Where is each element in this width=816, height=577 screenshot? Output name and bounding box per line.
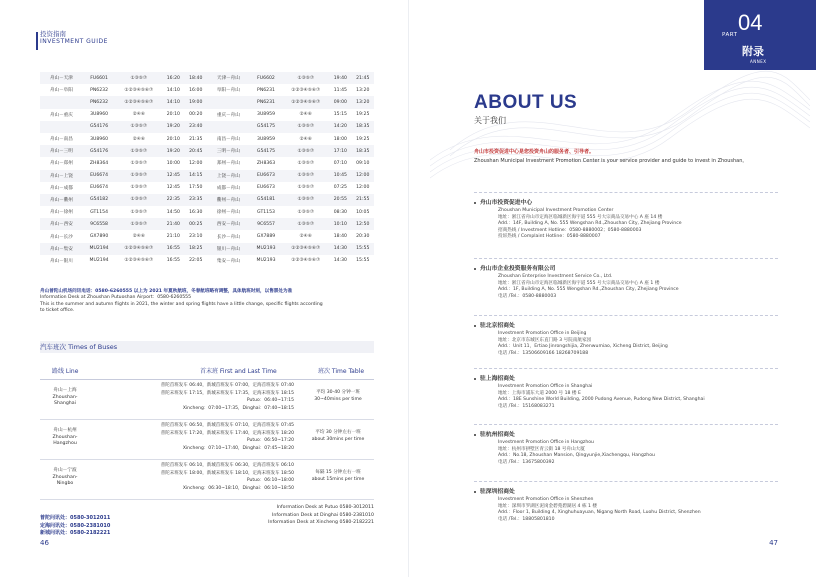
flight-cell: 08:30 bbox=[333, 209, 347, 215]
flight-cell: 舟山－集安 bbox=[40, 243, 83, 255]
flight-cell: 20:45 bbox=[185, 145, 207, 157]
flight-cell: PN6232 bbox=[83, 96, 116, 108]
org-line: Zhoushan Municipal Investment Promotion Center bbox=[498, 208, 614, 213]
flight-cell: 21:40 bbox=[162, 218, 184, 230]
flight-cell: EU6673 bbox=[257, 185, 275, 191]
flight-cell: ①③⑤⑦ bbox=[282, 170, 329, 182]
flight-cell: 12:00 bbox=[356, 185, 370, 191]
org-line: 地址：上海市浦东大道 2000 号 18 楼 E bbox=[498, 390, 581, 396]
info-desk-en: Information Desk at Putuo 0580-3012011 bbox=[276, 505, 374, 510]
bus-frequency: 平均 30 分钟左右一班 about 30mins per time bbox=[311, 430, 365, 442]
note-cn: 舟山普陀山机场问讯电话：0580-6260555 以上为 2021 年夏秋航班，冬春航班略有调整，具体航班时刻，以售票处为准 bbox=[40, 289, 293, 294]
info-desk-cn: 定海问讯处：0580-2381010 bbox=[40, 522, 111, 529]
flight-cell: 21:45 bbox=[352, 72, 374, 84]
flight-cell: ZH8363 bbox=[256, 160, 276, 166]
flight-cell: PN6231 bbox=[250, 96, 283, 108]
org-name: 驻深圳招商处 bbox=[474, 488, 778, 497]
flight-cell: ②④⑥ bbox=[299, 112, 312, 118]
flight-cell: 舟山－徐州 bbox=[49, 210, 73, 216]
flight-cell: 14:10 bbox=[166, 87, 180, 93]
flight-row bbox=[40, 157, 374, 169]
flight-cell: 9C6558 bbox=[83, 218, 116, 230]
bus-header-times: 首末班 First and Last Time bbox=[200, 368, 277, 375]
flight-cell: 15:15 bbox=[333, 112, 347, 118]
note-en-1: Information Desk at Zhoushan Putuoshan Airport：0580-6260555 bbox=[40, 295, 192, 300]
flight-cell: ①③⑤⑦ bbox=[115, 121, 162, 133]
flight-cell: ①②③④⑤⑥⑦ bbox=[115, 243, 162, 255]
about-title-cn: 关于我们 bbox=[474, 116, 506, 125]
org-line: 地址：北京市东城区东直门路 3 号院南航家园 bbox=[498, 337, 592, 343]
flight-cell: MU2194 bbox=[83, 243, 116, 255]
guide-accent-bar bbox=[36, 32, 38, 50]
flight-cell: G54176 bbox=[83, 121, 116, 133]
flight-cell: 舟山－成都 bbox=[49, 185, 73, 191]
flight-cell: 09:00 bbox=[329, 96, 351, 108]
flight-cell: 12:45 bbox=[166, 185, 180, 191]
right-page bbox=[408, 0, 816, 577]
flight-cell: ①③⑤⑦ bbox=[130, 185, 147, 191]
flight-cell: 14:15 bbox=[185, 170, 207, 182]
org-line: Add.：1F, Building A, No. 555 Wengshan Rd.,Zhoushan City, Zhejiang Province bbox=[498, 287, 679, 292]
flight-cell: ②④⑥ bbox=[132, 112, 145, 118]
org-line: Add.：18E Sunshine World Building, 2000 Pudong Avenue, Pudong New District, Shanghai bbox=[498, 397, 705, 402]
flight-cell: ①②③④⑤⑥⑦ bbox=[124, 87, 154, 93]
flight-cell: 00:25 bbox=[185, 218, 207, 230]
org-line: 地址：浙江省舟山市定海区临城新区海宇道 555 号大宗商品交易中心 A 座 1 楼 bbox=[498, 280, 660, 286]
flight-cell: 19:25 bbox=[356, 112, 370, 118]
guide-title-cn: 投资指南 bbox=[40, 30, 66, 38]
org-line: Add.：Floor 1, Building 4, Xinghuhuayuan, Nigang North Road, Luohu District, Shenzhen bbox=[498, 510, 701, 515]
flight-table bbox=[40, 72, 374, 267]
flight-cell: ①③⑤⑦ bbox=[115, 218, 162, 230]
bus-route: 舟山－上海 Zhoushan- Shanghai bbox=[52, 388, 78, 406]
flight-cell: ①③⑤⑦ bbox=[282, 121, 329, 133]
bus-table-header bbox=[40, 365, 374, 380]
flight-cell: 3U8960 bbox=[90, 112, 109, 118]
flight-cell: 10:10 bbox=[329, 218, 351, 230]
flight-cell: 13:20 bbox=[356, 87, 370, 93]
flight-cell: ①③⑤⑦ bbox=[282, 194, 329, 206]
flight-cell: 舟山－衢州 bbox=[40, 194, 83, 206]
guide-title-en: INVESTMENT GUIDE bbox=[40, 38, 108, 45]
flight-cell: 15:55 bbox=[356, 258, 370, 264]
bus-times: 普陀首班发车 06:50，新城首班发车 07:10，定海首班发车 07:45 普陀末班发车 17:20，新城末班发车 17:40，定海末班发车 18:20 Putuo：06:50~17:20 Xincheng：07:10~17:40，Dinghai：07:45~18:20 bbox=[160, 423, 294, 451]
flight-note bbox=[40, 288, 370, 315]
flight-cell: 舟山－银川 bbox=[49, 258, 73, 264]
org-name: 驻杭州招商处 bbox=[474, 431, 778, 440]
flight-cell: 12:00 bbox=[189, 160, 203, 166]
about-title: ABOUT US bbox=[474, 92, 578, 113]
page-number-left: 46 bbox=[40, 539, 49, 547]
flight-cell: 18:35 bbox=[352, 121, 374, 133]
tab-number: 04 bbox=[738, 10, 763, 35]
flight-cell: 18:40 bbox=[333, 234, 347, 240]
flight-row bbox=[40, 243, 374, 255]
flight-cell: MU2193 bbox=[256, 258, 276, 264]
flight-cell: 舟山－三明 bbox=[40, 145, 83, 157]
flight-cell: ②④⑥ bbox=[299, 136, 312, 142]
flight-cell: 14:10 bbox=[162, 96, 184, 108]
org-block bbox=[474, 315, 778, 357]
org-line: 电话 /Tel.：15168083271 bbox=[498, 403, 555, 409]
flight-row bbox=[40, 182, 374, 194]
flight-cell: 15:55 bbox=[352, 243, 374, 255]
flight-cell: 徐州－舟山 bbox=[216, 210, 240, 216]
flight-cell: ①②③④⑤⑥⑦ bbox=[124, 258, 154, 264]
bus-times: 普陀首班发车 06:40，新城首班发车 07:00，定海首班发车 07:40 普陀末班发车 17:15，新城末班发车 17:35，定海末班发车 18:15 Putuo：06:40~17:15 Xincheng：07:00~17:35，Dinghai：07:40~18:15 bbox=[160, 383, 294, 411]
org-block bbox=[474, 368, 778, 410]
flight-cell: ①②③④⑤⑥⑦ bbox=[291, 87, 321, 93]
flight-cell: 10:45 bbox=[329, 170, 351, 182]
org-line: Investment Promotion Office in Hangzhou bbox=[498, 440, 594, 445]
flight-cell: 19:20 bbox=[162, 121, 184, 133]
flight-cell: 19:40 bbox=[329, 72, 351, 84]
flight-row bbox=[40, 96, 374, 108]
info-desk-en: Information Desk at Xincheng 0580-2182221 bbox=[268, 520, 374, 525]
flight-cell: 18:25 bbox=[185, 243, 207, 255]
flight-cell: 16:00 bbox=[189, 87, 203, 93]
bus-row bbox=[40, 380, 374, 420]
flight-cell: 21:55 bbox=[352, 194, 374, 206]
flight-cell: 舟山－南昌 bbox=[49, 137, 73, 143]
flight-cell: 舟山－长沙 bbox=[49, 234, 73, 240]
flight-cell: ①③⑤⑦ bbox=[130, 160, 147, 166]
flight-cell: 16:30 bbox=[189, 209, 203, 215]
tab-subtitle: ANNEX bbox=[750, 59, 767, 64]
flight-row bbox=[40, 255, 374, 267]
flight-cell: G54176 bbox=[83, 145, 116, 157]
flight-cell: 20:10 bbox=[166, 136, 180, 142]
flight-cell: 18:40 bbox=[185, 72, 207, 84]
flight-cell: 三明－舟山 bbox=[207, 145, 250, 157]
flight-cell: EU6674 bbox=[83, 170, 116, 182]
flight-row bbox=[40, 133, 374, 145]
flight-cell: 21:35 bbox=[189, 136, 203, 142]
flight-cell: G54182 bbox=[83, 194, 116, 206]
org-line: Add.：14F, Building A, No. 555 Wengshan Rd.,Zhoushan City, Zhejiang Province bbox=[498, 221, 682, 226]
flight-cell: 银川－舟山 bbox=[207, 243, 250, 255]
org-line: Zhoushan Enterprise Investment Service Co., Ltd. bbox=[498, 274, 613, 279]
flight-cell: ②④⑥ bbox=[299, 234, 312, 240]
bus-times: 普陀首班发车 06:10，新城首班发车 06:30，定海首班发车 06:10 普陀末班发车 18:00，新城末班发车 18:10，定海末班发车 18:50 Putuo：06:10~18:00 Xincheng：06:30~18:10，Dinghai：06:10~18:50 bbox=[160, 463, 294, 491]
flight-cell bbox=[40, 121, 83, 133]
tab-part-label: PART bbox=[722, 32, 738, 38]
flight-cell: 20:55 bbox=[329, 194, 351, 206]
flight-cell: ②④⑥ bbox=[132, 234, 145, 240]
flight-cell: 19:20 bbox=[162, 145, 184, 157]
flight-cell: PN6231 bbox=[257, 87, 275, 93]
flight-cell: MU2193 bbox=[250, 243, 283, 255]
flight-cell: ①②③④⑤⑥⑦ bbox=[282, 243, 329, 255]
flight-cell: 22:35 bbox=[162, 194, 184, 206]
flight-cell: 09:10 bbox=[356, 160, 370, 166]
flight-cell: 10:00 bbox=[166, 160, 180, 166]
flight-cell: EU6673 bbox=[250, 170, 283, 182]
flight-row bbox=[40, 121, 374, 133]
flight-cell: 22:05 bbox=[189, 258, 203, 264]
flight-cell: 14:50 bbox=[166, 209, 180, 215]
flight-cell: MU2194 bbox=[89, 258, 109, 264]
flight-cell: 18:35 bbox=[352, 145, 374, 157]
flight-cell: 3U8959 bbox=[257, 136, 275, 142]
flight-cell: 舟山－阜阳 bbox=[49, 88, 73, 94]
org-line: 电话 /Tel.：0580-8880003 bbox=[498, 293, 557, 299]
flight-cell: 14:30 bbox=[333, 258, 347, 264]
org-block bbox=[474, 481, 778, 523]
flight-cell: 郑州－舟山 bbox=[216, 161, 240, 167]
bus-header-route: 路线 Line bbox=[52, 368, 79, 375]
flight-cell: GT1154 bbox=[90, 209, 108, 215]
org-name: 驻北京招商处 bbox=[474, 322, 778, 331]
info-desk-en: Information Desk at Dinghai 0580-2381010 bbox=[272, 512, 374, 518]
flight-row bbox=[40, 72, 374, 84]
bus-frequency: 平均 30-40 分钟一班 30~40mins per time bbox=[314, 390, 362, 402]
org-line: 地址：深圳市罗湖区泥岗金碧苑碧湖居 4 栋 1 楼 bbox=[498, 503, 597, 509]
flight-row bbox=[40, 84, 374, 96]
flight-row bbox=[40, 145, 374, 157]
flight-row bbox=[40, 230, 374, 242]
flight-cell: 23:10 bbox=[189, 234, 203, 240]
info-desk-cn: 普陀问讯处：0580-3012011 bbox=[40, 515, 111, 521]
flight-cell: 16:55 bbox=[162, 243, 184, 255]
flight-cell: ①③⑤⑦ bbox=[115, 194, 162, 206]
org-line: 招商热线 / Investment Hotline：0580-8880002；0580-8880003 bbox=[498, 227, 642, 233]
section-tab bbox=[704, 0, 816, 70]
org-line: 电话 /Tel.：13675800392 bbox=[498, 459, 555, 465]
org-line: Investment Promotion Office in Shanghai bbox=[498, 384, 593, 389]
bus-row bbox=[40, 420, 374, 460]
flight-cell: 舟山－西安 bbox=[40, 218, 83, 230]
info-desk-row bbox=[40, 519, 374, 536]
flight-cell: ①③⑤⑦ bbox=[297, 209, 314, 215]
org-name: 舟山市投资促进中心 bbox=[474, 199, 778, 208]
bus-header-freq: 班次 Time Table bbox=[318, 368, 365, 375]
flight-cell: G54175 bbox=[250, 121, 283, 133]
org-block bbox=[474, 192, 778, 241]
bus-row bbox=[40, 460, 374, 500]
flight-cell: ②④⑥ bbox=[132, 136, 145, 142]
flight-cell: GT1153 bbox=[257, 209, 275, 215]
flight-cell: 集安－舟山 bbox=[216, 258, 240, 264]
flight-cell: ①②③④⑤⑥⑦ bbox=[115, 96, 162, 108]
flight-cell: GX7890 bbox=[89, 234, 109, 240]
flight-cell: 舟山－上饶 bbox=[40, 170, 83, 182]
flight-cell: 07:25 bbox=[333, 185, 347, 191]
flight-cell: 上饶－舟山 bbox=[207, 170, 250, 182]
flight-cell: 17:50 bbox=[189, 185, 203, 191]
flight-cell: 20:10 bbox=[166, 112, 180, 118]
intro bbox=[474, 148, 778, 165]
intro-cn: 舟山市投资促进中心是您投资舟山的服务者、引导者。 bbox=[474, 149, 595, 155]
flight-cell: ①③⑤⑦ bbox=[130, 209, 147, 215]
flight-cell: 18:00 bbox=[333, 136, 347, 142]
flight-cell: 重庆－舟山 bbox=[216, 112, 240, 118]
flight-cell: 9C6557 bbox=[250, 218, 283, 230]
bus-frequency: 每隔 15 分钟左右一班 about 15mins per time bbox=[311, 470, 365, 482]
org-line: Add.：No.18, Zhoushan Mansion, Qingyunjie,Xiachengqu, Hangzhou bbox=[498, 453, 655, 458]
flight-cell: ①③⑤⑦ bbox=[115, 170, 162, 182]
flight-cell: GX7889 bbox=[256, 234, 276, 240]
flight-cell: ①②③④⑤⑥⑦ bbox=[282, 96, 329, 108]
flight-cell bbox=[40, 96, 83, 108]
info-desk-cn: 新城问讯处：0580-2182221 bbox=[40, 530, 111, 536]
org-line: 电话 /Tel.：18805801810 bbox=[498, 516, 555, 522]
flight-cell: 舟山－天津 bbox=[40, 72, 83, 84]
flight-cell: ①③⑤⑦ bbox=[297, 160, 314, 166]
org-line: Investment Promotion Office in Shenzhen bbox=[498, 497, 594, 502]
flight-row bbox=[40, 194, 374, 206]
bus-route: 舟山－宁波 Zhoushan- Ningbo bbox=[52, 468, 78, 486]
intro-en: Zhoushan Municipal Investment Promotion Center is your service provider and guide to invest in Zhoushan。 bbox=[474, 158, 748, 164]
org-line: Investment Promotion Office in Beijing bbox=[498, 331, 587, 336]
flight-cell bbox=[207, 96, 250, 108]
org-line: 投诉热线 / Complaint Hotline：0580-8880007 bbox=[498, 234, 601, 239]
flight-cell: 舟山－重庆 bbox=[49, 112, 73, 118]
flight-cell: ①③⑤⑦ bbox=[282, 145, 329, 157]
flight-cell: 3U8960 bbox=[90, 136, 109, 142]
flight-cell: 14:20 bbox=[329, 121, 351, 133]
flight-cell: 3U8959 bbox=[257, 112, 275, 118]
flight-cell: 17:10 bbox=[329, 145, 351, 157]
flight-cell: 10:05 bbox=[356, 209, 370, 215]
flight-cell: G54181 bbox=[250, 194, 283, 206]
flight-row bbox=[40, 218, 374, 230]
guide-header bbox=[40, 30, 108, 46]
org-line: 地址：杭州市拱墅区青云街 18 号舟山大厦 bbox=[498, 446, 585, 452]
bus-route: 舟山－杭州 Zhoushan- Hangzhou bbox=[52, 428, 78, 446]
flight-cell: 23:35 bbox=[185, 194, 207, 206]
flight-cell: 11:45 bbox=[333, 87, 347, 93]
flight-cell: FU6601 bbox=[83, 72, 116, 84]
flight-cell: G54175 bbox=[250, 145, 283, 157]
flight-cell: 23:40 bbox=[185, 121, 207, 133]
tab-title: 附录 bbox=[742, 45, 764, 58]
page-number-right: 47 bbox=[769, 539, 778, 547]
flight-cell: 00:20 bbox=[189, 112, 203, 118]
org-name: 舟山市企业投资服务有限公司 bbox=[474, 265, 778, 274]
info-desks bbox=[40, 504, 374, 536]
org-line: 地址：浙江省舟山市定海区临城新区海宇道 555 号大宗商品交易中心 A 座 14 楼 bbox=[498, 214, 663, 220]
flight-cell: 阜阳－舟山 bbox=[216, 88, 240, 94]
flight-cell: 长沙－舟山 bbox=[216, 234, 240, 240]
note-en-2: This is the summer and autumn flights in 2021, the winter and spring flights have a little change, specific flights according bbox=[40, 301, 323, 307]
flight-cell: 12:50 bbox=[352, 218, 374, 230]
flight-cell: ①③⑤⑦ bbox=[297, 185, 314, 191]
org-block bbox=[474, 258, 778, 300]
flight-cell: PN6232 bbox=[90, 87, 108, 93]
flight-cell: 20:30 bbox=[356, 234, 370, 240]
flight-cell: 12:45 bbox=[162, 170, 184, 182]
org-block bbox=[474, 424, 778, 466]
note-en-3: to ticket office. bbox=[40, 308, 75, 313]
org-line: Add.：Unit 11，Ertiao Jinrongshijia, Zhenwumiao, Xicheng District, Beijing bbox=[498, 344, 668, 349]
flight-cell: ①③⑤⑦ bbox=[115, 145, 162, 157]
flight-cell: ①②③④⑤⑥⑦ bbox=[291, 258, 321, 264]
bus-section-header bbox=[40, 341, 374, 353]
flight-cell: 天津－舟山 bbox=[207, 72, 250, 84]
flight-cell: 14:30 bbox=[329, 243, 351, 255]
flight-cell: FU6602 bbox=[250, 72, 283, 84]
flight-cell: 16:55 bbox=[166, 258, 180, 264]
flight-cell: ①③⑤⑦ bbox=[282, 218, 329, 230]
flight-cell: 07:10 bbox=[333, 160, 347, 166]
flight-cell: 成都－舟山 bbox=[216, 185, 240, 191]
flight-cell: 衢州－舟山 bbox=[207, 194, 250, 206]
flight-row bbox=[40, 109, 374, 121]
flight-cell bbox=[207, 121, 250, 133]
flight-cell: 19:00 bbox=[185, 96, 207, 108]
flight-cell: ①③⑤⑦ bbox=[115, 72, 162, 84]
bus-section-title: 汽车班次 Times of Buses bbox=[40, 343, 118, 351]
flight-row bbox=[40, 170, 374, 182]
flight-row bbox=[40, 206, 374, 218]
flight-cell: EU6674 bbox=[90, 185, 109, 191]
org-name: 驻上海招商处 bbox=[474, 375, 778, 384]
flight-cell: 12:00 bbox=[352, 170, 374, 182]
flight-cell: 南昌－舟山 bbox=[216, 137, 240, 143]
flight-cell: 西安－舟山 bbox=[207, 218, 250, 230]
flight-cell: 16:20 bbox=[162, 72, 184, 84]
flight-cell: 21:10 bbox=[166, 234, 180, 240]
flight-cell: 13:20 bbox=[352, 96, 374, 108]
flight-cell: 舟山－郑州 bbox=[49, 161, 73, 167]
flight-cell: ①③⑤⑦ bbox=[282, 72, 329, 84]
flight-cell: 19:25 bbox=[356, 136, 370, 142]
flight-cell: ZH8364 bbox=[89, 160, 109, 166]
org-line: 电话 /Tel.：13506609166 18268709188 bbox=[498, 350, 589, 356]
